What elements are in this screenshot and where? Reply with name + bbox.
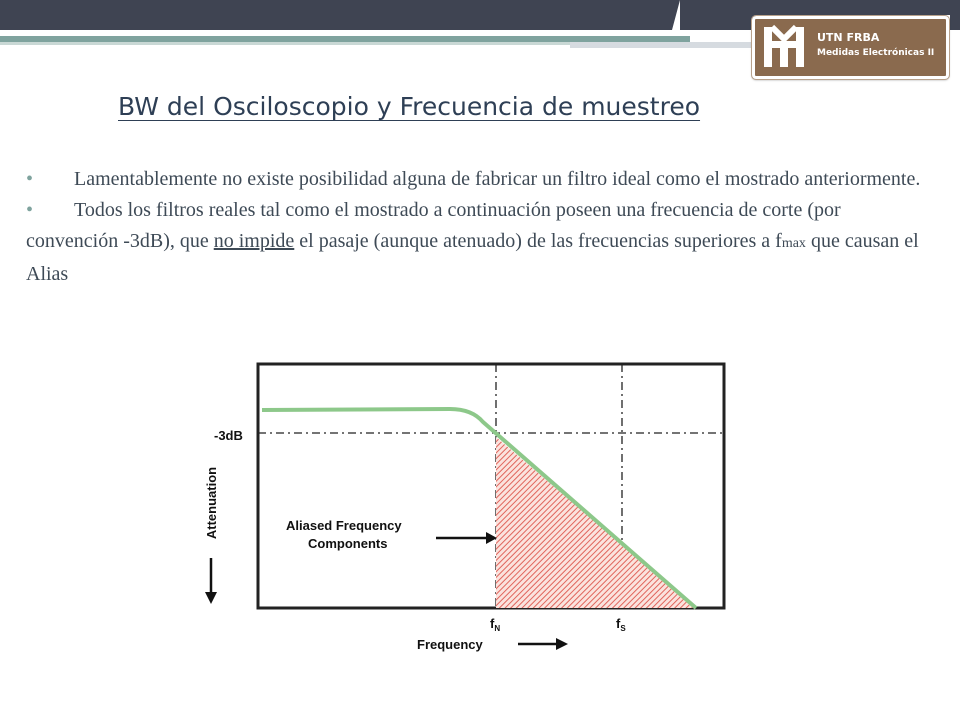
minus-3db-label: -3dB xyxy=(214,428,243,443)
bullet-text-1: Lamentablemente no existe posibilidad alguna de fabricar un filtro ideal como el mostrado anteriormente. xyxy=(74,168,921,190)
slide-title: BW del Osciloscopio y Frecuencia de muestreo xyxy=(118,92,701,121)
fs-subscript: S xyxy=(620,624,626,633)
logo-title: UTN FRBA xyxy=(817,31,880,44)
fn-label xyxy=(490,616,500,633)
attenuation-label: Attenuation xyxy=(204,466,219,540)
logo-subtitle: Medidas Electrónicas II xyxy=(817,48,935,58)
fmax-subscript: max xyxy=(781,236,806,251)
bullet-marker: • xyxy=(26,199,34,221)
annotation-line2: Components xyxy=(308,536,388,551)
utn-emblem-icon xyxy=(761,24,807,70)
bullet-item-1 xyxy=(26,164,926,195)
bullet-text-2a: Todos los filtros reales tal como el mostrado a continuación poseen una frecuencia de corte (por convención -3dB), que xyxy=(26,199,841,252)
annotation-line1: Aliased Frequency xyxy=(286,518,402,533)
bullet-item-2 xyxy=(26,195,926,290)
frequency-arrow-head xyxy=(556,638,568,650)
utn-logo-box xyxy=(752,16,949,79)
bullet-list xyxy=(26,164,926,290)
lowpass-filter-diagram xyxy=(200,358,744,658)
bullet-text-2b: el pasaje (aunque atenuado) de las frecuencias superiores a f xyxy=(294,230,782,252)
bullet-marker: • xyxy=(26,168,34,190)
bullet-text-2-underlined: no impide xyxy=(213,230,295,252)
fn-subscript: N xyxy=(494,624,501,633)
header-gray-line xyxy=(570,42,755,48)
frequency-label: Frequency xyxy=(417,637,483,652)
attenuation-arrow-head xyxy=(205,592,217,604)
fn-letter: f xyxy=(490,616,495,631)
fs-label xyxy=(616,616,626,633)
bullet-text-2c: que causan el Alias xyxy=(26,230,919,285)
fs-letter: f xyxy=(616,616,621,631)
